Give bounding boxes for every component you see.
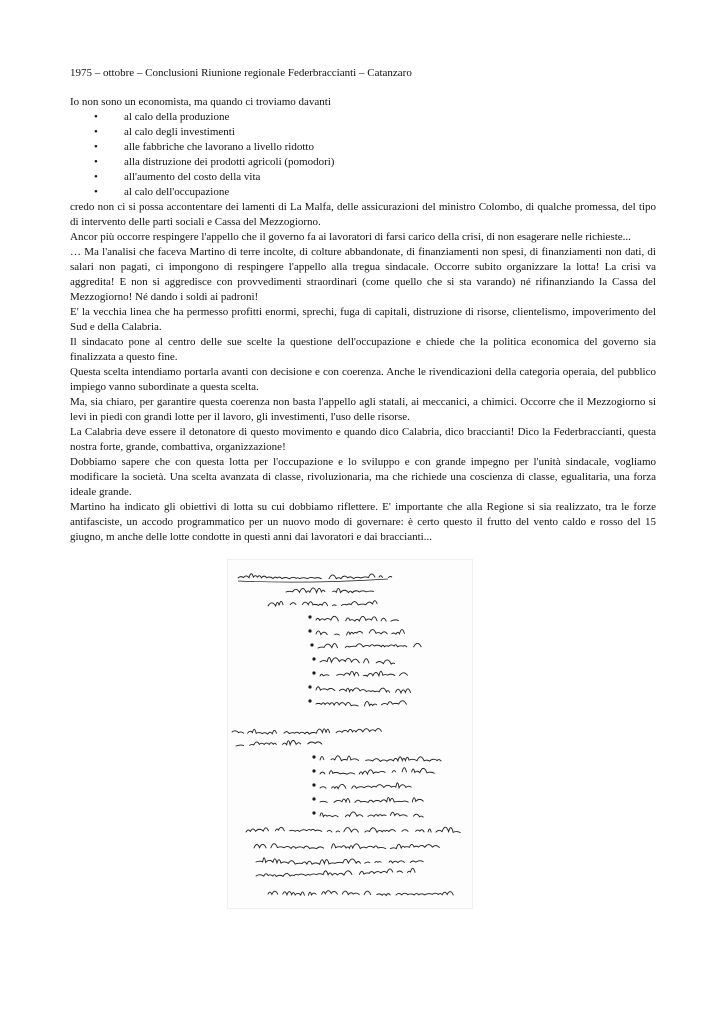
handwriting-line — [316, 616, 399, 621]
paragraph: Il sindacato pone al centro delle sue scelte la questione dell'occupazione e chiede che la politica economica del governo sia finalizzata a questo fine. — [70, 336, 656, 363]
handwriting-line — [238, 574, 392, 579]
handwriting-bullet — [308, 699, 311, 702]
handwriting-bullet — [312, 755, 315, 758]
handwriting-bullet — [308, 685, 311, 688]
handwriting-line — [268, 601, 385, 606]
document-title: 1975 – ottobre – Conclusioni Riunione regionale Federbraccianti – Catanzaro — [70, 67, 412, 79]
paragraph: E' la vecchia linea che ha permesso profitti enormi, sprechi, fuga di capitali, distruzione di risorse, clientelismo, impoverimento del Sud e della Calabria. — [70, 306, 656, 333]
handwriting-line — [246, 827, 460, 832]
paragraph: Questa scelta intendiamo portarla avanti con decisione e con coerenza. Anche le rivendicazioni della categoria operaia, del pubblico impiego vanno subordinate a questa scelta. — [70, 366, 656, 393]
handwriting-line — [236, 740, 322, 746]
paragraph: Martino ha indicato gli obiettivi di lotta su cui dobbiamo riflettere. E' importante che alla Regione si sia realizzato, tra le forze antifasciste, un accodo programmatico per un nuovo modo di governare: è certo questo il frutto del vento caldo e rosso del 15 giugno, m anche delle lotte condotte in questi anni dai lavoratori e dai braccianti... — [70, 501, 656, 543]
intro-line: Io non sono un economista, ma quando ci troviamo davanti — [70, 96, 331, 108]
handwriting-line — [320, 783, 418, 789]
handwriting-line — [320, 812, 431, 817]
handwriting-underline — [238, 579, 388, 582]
handwriting-bullet — [312, 769, 315, 772]
handwriting-bullet — [312, 783, 315, 786]
list-item: • al calo della produzione — [124, 110, 656, 125]
list-item: • alle fabbriche che lavorano a livello ridotto — [124, 140, 656, 155]
handwriting-line — [256, 858, 428, 865]
paragraph: La Calabria deve essere il detonatore di questo movimento e quando dico Calabria, dico braccianti! Dico la Federbraccianti, questa nostra forte, grande, combattiva, organizzazione! — [70, 426, 656, 453]
bullet-list — [70, 110, 656, 200]
handwriting-line — [320, 671, 407, 676]
handwriting-drawing — [228, 560, 472, 908]
document-body — [70, 66, 656, 545]
paragraph: … Ma l'analisi che faceva Martino di terre incolte, di colture abbandonate, di finanziamenti non spesi, di finanziamenti non dati, di salari non pagati, ci impongono di respingere l'appello alla tregua sindacale. Occorre subito organizzare la lotta! La crisi va aggredita! E non si aggredisce con provvedimenti straordinari (come quello che si sta varando) né rifinanziando la Cassa del Mezzogiorno! Né dando i soldi ai padroni! — [70, 246, 656, 303]
handwriting-line — [316, 701, 406, 706]
paragraph: Ma, sia chiaro, per garantire questa coerenza non basta l'appello agli statali, ai meccanici, a chimici. Occorre che il Mezzogiorno si levi in piedi con grandi lotte per il lavoro, gli investimenti, l'uso delle risorse. — [70, 396, 656, 423]
list-item: • al calo degli investimenti — [124, 125, 656, 140]
handwriting-line — [318, 643, 421, 648]
handwriting-line — [316, 630, 404, 636]
handwriting-line — [286, 588, 381, 593]
handwriting-line — [254, 844, 439, 849]
handwriting-bullet — [312, 671, 315, 674]
list-item: • all'aumento del costo della vita — [124, 170, 656, 185]
handwriting-line — [320, 768, 441, 775]
handwriting-line — [232, 729, 381, 735]
handwriting-bullet — [312, 797, 315, 800]
handwriting-line — [256, 868, 415, 876]
paragraph: Ancor più occorre respingere l'appello che il governo fa ai lavoratori di farsi carico della crisi, di non esagerare nelle richieste... — [70, 231, 631, 243]
handwriting-line — [320, 658, 395, 665]
handwriting-bullet — [308, 629, 311, 632]
handwriting-line — [320, 797, 430, 802]
handwriting-line — [316, 687, 410, 693]
handwriting-line — [320, 756, 441, 762]
paragraph: credo non ci si possa accontentare dei lamenti di La Malfa, delle assicurazioni del ministro Colombo, di qualche promessa, del tipo di intervento delle parti sociali e Cassa del Mezzogiorno. — [70, 201, 656, 228]
handwriting-bullet — [310, 643, 313, 646]
list-item: • alla distruzione dei prodotti agricoli (pomodori) — [124, 155, 656, 170]
handwriting-bullet — [308, 615, 311, 618]
handwritten-manuscript-scan — [228, 560, 472, 908]
paragraph: Dobbiamo sapere che con questa lotta per l'occupazione e lo sviluppo e con grande impegno per l'unità sindacale, vogliamo modificare la società. Una scelta avanzata di classe, rivoluzionaria, ma che richiede una coscienza di classe, egualitaria, una forza ideale grande. — [70, 456, 656, 498]
handwriting-bullet — [312, 657, 315, 660]
handwriting-line — [268, 891, 453, 896]
handwriting-bullet — [312, 811, 315, 814]
list-item: • al calo dell'occupazione — [124, 185, 656, 200]
